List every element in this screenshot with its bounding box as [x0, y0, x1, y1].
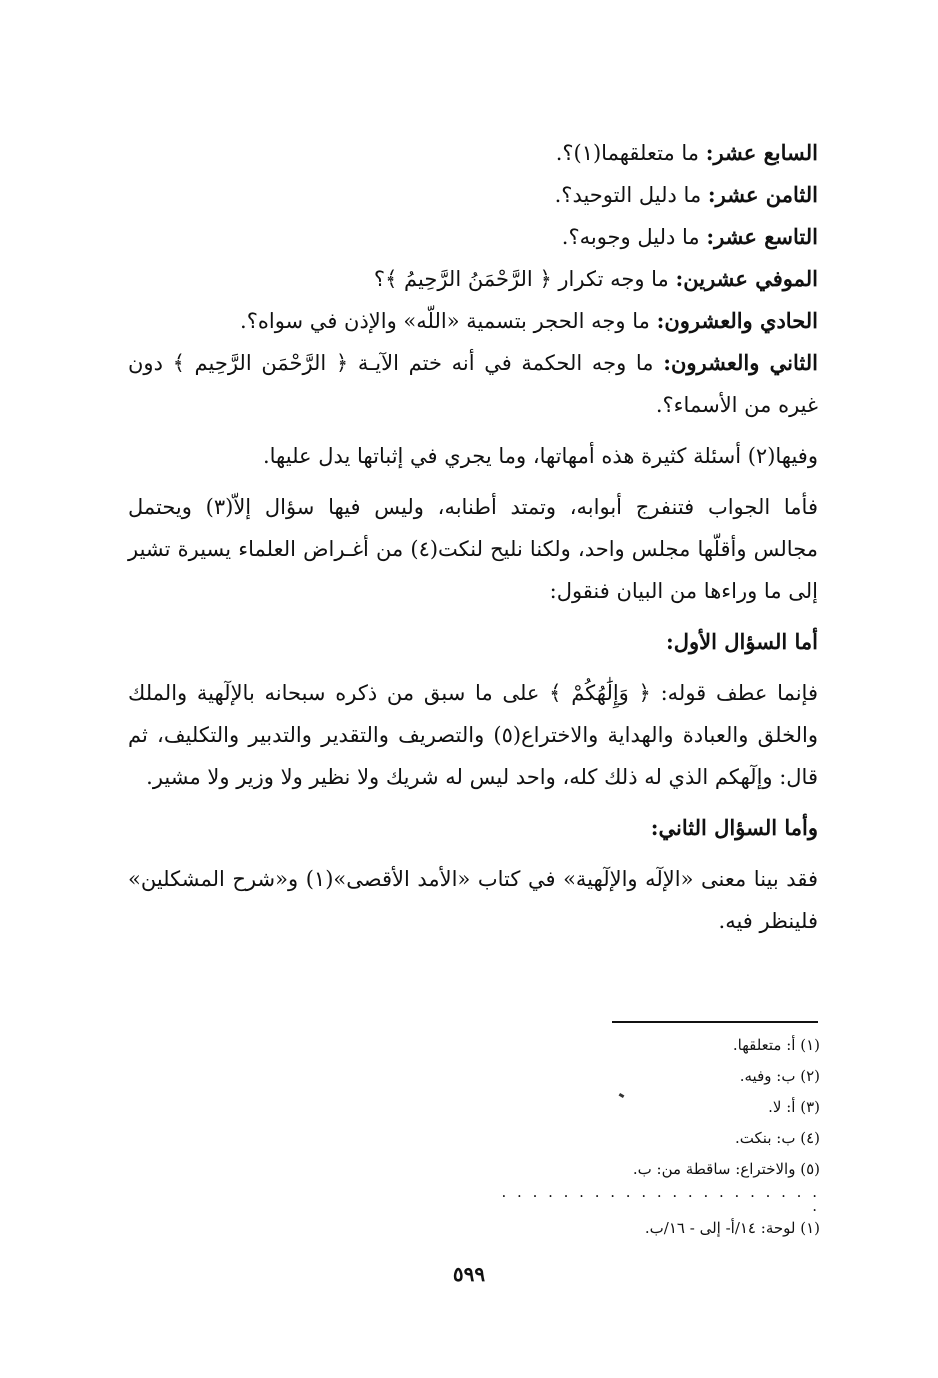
footnote-separator-dots: . . . . . . . . . . . . . . . . . . . . . .	[501, 1183, 820, 1215]
question-text: ما متعلقهما(١)؟.	[555, 141, 706, 165]
question-20	[128, 258, 818, 300]
question-text: ما وجه تكرار ﴿ الرَّحْمَنُ الرَّحِيمُ ﴾؟	[373, 267, 676, 291]
main-text	[128, 132, 818, 942]
question-label: الموفي عشرين:	[675, 266, 818, 291]
question-label: التاسع عشر:	[706, 224, 818, 249]
question-18	[128, 174, 818, 216]
question-text: ما وجه الحكمة في أنه ختم الآيـة ﴿ الرَّحْمَن الرَّحِيم ﴾ دون غيره من الأسماء؟.	[128, 351, 818, 417]
footnote-3: (٣) أ: لا.	[768, 1098, 820, 1116]
question-label: السابع عشر:	[705, 140, 818, 165]
footnote-2: (٢) ب: وفيه.	[739, 1067, 820, 1085]
question-22	[128, 342, 818, 426]
question-text: ما دليل وجوبه؟.	[561, 225, 707, 249]
paragraph-answer-intro: فأما الجواب فتنفرج أبوابه، وتمتد أطنابه، وليس فيها سؤال إلاّ(٣) ويحتمل مجالس وأقلّها مجلس واحد، ولكنا نليح لنكت(٤) من أغـراض العلماء يسيرة تشير إلى ما وراءها من البيان فنقول:	[128, 495, 818, 603]
heading-first-question: أما السؤال الأول:	[666, 629, 818, 654]
question-21	[128, 300, 818, 342]
question-text: ما وجه الحجر بتسمية «اللّه» والإذن في سواه؟.	[240, 309, 657, 333]
footnote-extra: (١) لوحة: ١٤/أ- إلى - ١٦/ب.	[644, 1219, 820, 1237]
question-label: الحادي والعشرون:	[656, 308, 818, 333]
footnote-5: (٥) والاختراع: ساقطة من: ب.	[632, 1160, 820, 1178]
footnote-divider	[612, 1021, 818, 1023]
footnote-1: (١) أ: متعلقها.	[732, 1036, 820, 1054]
heading-second-question: وأما السؤال الثاني:	[650, 815, 818, 840]
question-19	[128, 216, 818, 258]
question-text: ما دليل التوحيد؟.	[554, 183, 708, 207]
question-label: الثاني والعشرون:	[663, 350, 818, 375]
question-label: الثامن عشر:	[707, 182, 818, 207]
page-number: ٥٩٩	[452, 1262, 486, 1286]
paragraph-questions-note: وفيها(٢) أسئلة كثيرة هذه أمهاتها، وما يجري في إثباتها يدل عليها.	[262, 444, 818, 468]
question-17	[128, 132, 818, 174]
paragraph-second-answer: فقد بينا معنى «الإلٓه والإلٓهية» في كتاب «الأمد الأقصى»(١) و«شرح المشكلين» فلينظر فيه.	[128, 867, 818, 933]
paragraph-first-answer: فإنما عطف قوله: ﴿ وَإِلَٰهُكُمْ ﴾ على ما سبق من ذكره سبحانه بالإلٓهية والملك والخلق والعبادة والهداية والاختراع(٥) والتصريف والتقدير والتدبير والتكليف، ثم قال: وإلٓهكم الذي له ذلك كله، واحد ليس له شريك ولا نظير ولا وزير ولا مشير.	[128, 681, 818, 789]
footnote-4: (٤) ب: بنكت.	[735, 1129, 820, 1147]
footnotes	[500, 1030, 820, 1244]
